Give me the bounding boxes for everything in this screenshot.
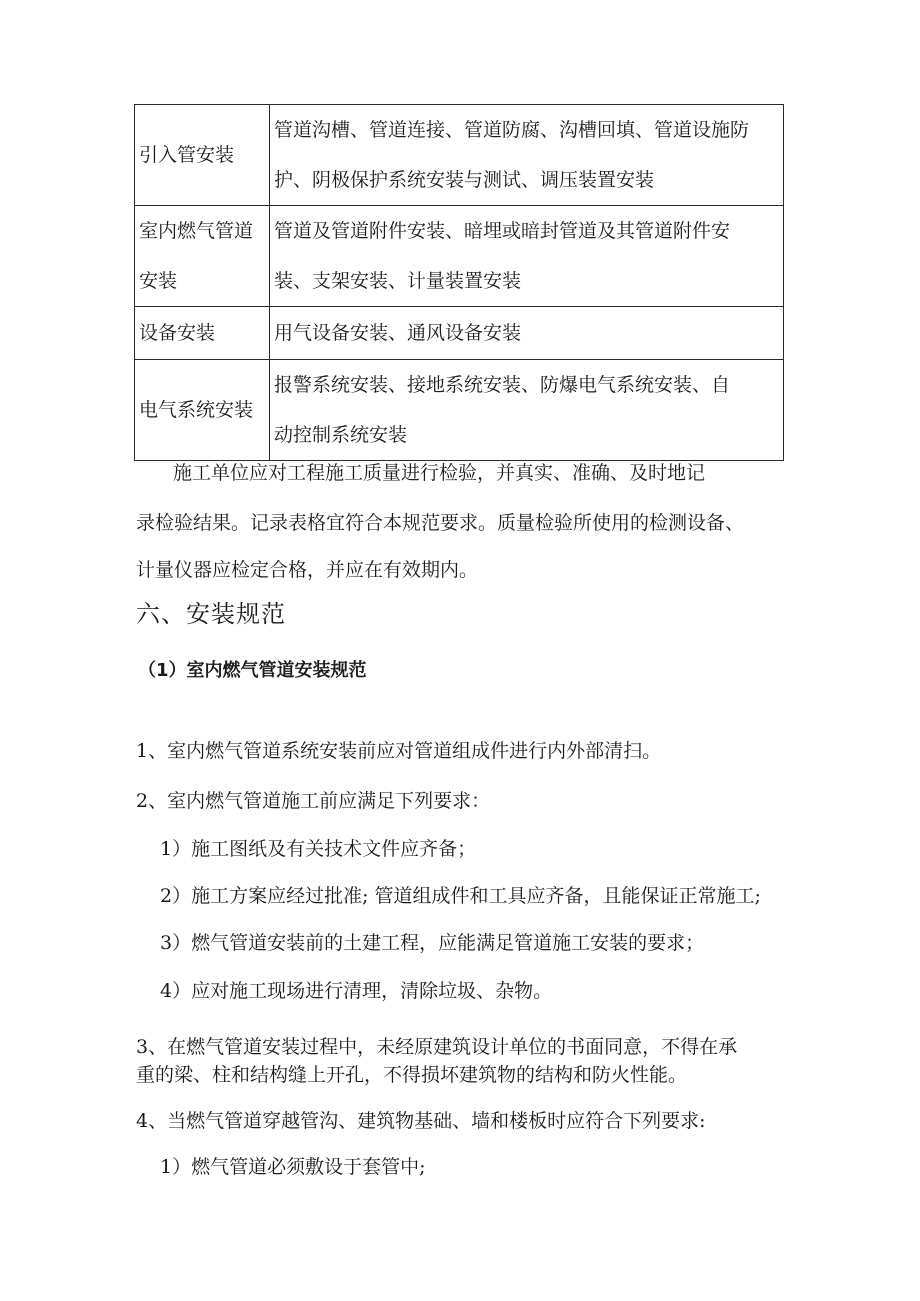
category-label: 电气系统安装 bbox=[139, 399, 254, 421]
table-row bbox=[135, 105, 784, 206]
table-cell-content bbox=[270, 206, 784, 307]
list-item: 4、当燃气管道穿越管沟、建筑物基础、墙和楼板时应符合下列要求: bbox=[136, 1110, 706, 1132]
category-line: 室内燃气管道 bbox=[139, 220, 254, 242]
table-row bbox=[135, 360, 784, 461]
table-row bbox=[135, 307, 784, 360]
list-subitem: 1）燃气管道必须敷设于套管中; bbox=[160, 1156, 426, 1178]
category-line: 安装 bbox=[139, 270, 178, 292]
section-heading: 六、安装规范 bbox=[136, 600, 286, 628]
quality-paragraph-line: 录检验结果。记录表格宜符合本规范要求。质量检验所使用的检测设备、 bbox=[136, 512, 745, 534]
table-cell-category bbox=[135, 360, 270, 461]
content-line: 报警系统安装、接地系统安装、防爆电气系统安装、自 bbox=[274, 374, 731, 396]
category-label: 引入管安装 bbox=[139, 144, 235, 166]
content-line: 装、支架安装、计量装置安装 bbox=[274, 270, 522, 292]
table-row bbox=[135, 206, 784, 307]
content-line: 管道沟槽、管道连接、管道防腐、沟槽回填、管道设施防 bbox=[274, 119, 750, 141]
list-item: 3、在燃气管道安装过程中，未经原建筑设计单位的书面同意，不得在承 bbox=[136, 1036, 738, 1058]
table-cell-category bbox=[135, 307, 270, 360]
list-item-continuation: 重的梁、柱和结构缝上开孔，不得损坏建筑物的结构和防火性能。 bbox=[136, 1064, 688, 1086]
table-cell-category bbox=[135, 105, 270, 206]
list-item: 2、室内燃气管道施工前应满足下列要求： bbox=[136, 790, 491, 812]
list-subitem: 3）燃气管道安装前的土建工程，应能满足管道施工安装的要求； bbox=[160, 932, 705, 954]
content-line: 护、阴极保护系统安装与测试、调压装置安装 bbox=[274, 169, 655, 191]
list-subitem: 2）施工方案应经过批准; 管道组成件和工具应齐备，且能保证正常施工; bbox=[160, 885, 761, 907]
list-subitem: 1）施工图纸及有关技术文件应齐备； bbox=[160, 838, 477, 860]
content-line: 用气设备安装、通风设备安装 bbox=[274, 322, 522, 344]
table-cell-content bbox=[270, 360, 784, 461]
work-items-table bbox=[134, 104, 784, 461]
list-item: 1、室内燃气管道系统安装前应对管道组成件进行内外部清扫。 bbox=[136, 740, 662, 762]
quality-paragraph-line: 计量仪器应检定合格，并应在有效期内。 bbox=[136, 559, 479, 581]
table-cell-category bbox=[135, 206, 270, 307]
subsection-heading: （1）室内燃气管道安装规范 bbox=[138, 660, 367, 681]
table-cell-content bbox=[270, 307, 784, 360]
list-subitem: 4）应对施工现场进行清理，清除垃圾、杂物。 bbox=[160, 980, 553, 1002]
category-label: 设备安装 bbox=[139, 322, 216, 344]
content-line: 管道及管道附件安装、暗埋或暗封管道及其管道附件安 bbox=[274, 220, 731, 242]
quality-paragraph-line: 施工单位应对工程施工质量进行检验，并真实、准确、及时地记 bbox=[173, 462, 706, 484]
table-cell-content bbox=[270, 105, 784, 206]
content-line: 动控制系统安装 bbox=[274, 424, 408, 446]
